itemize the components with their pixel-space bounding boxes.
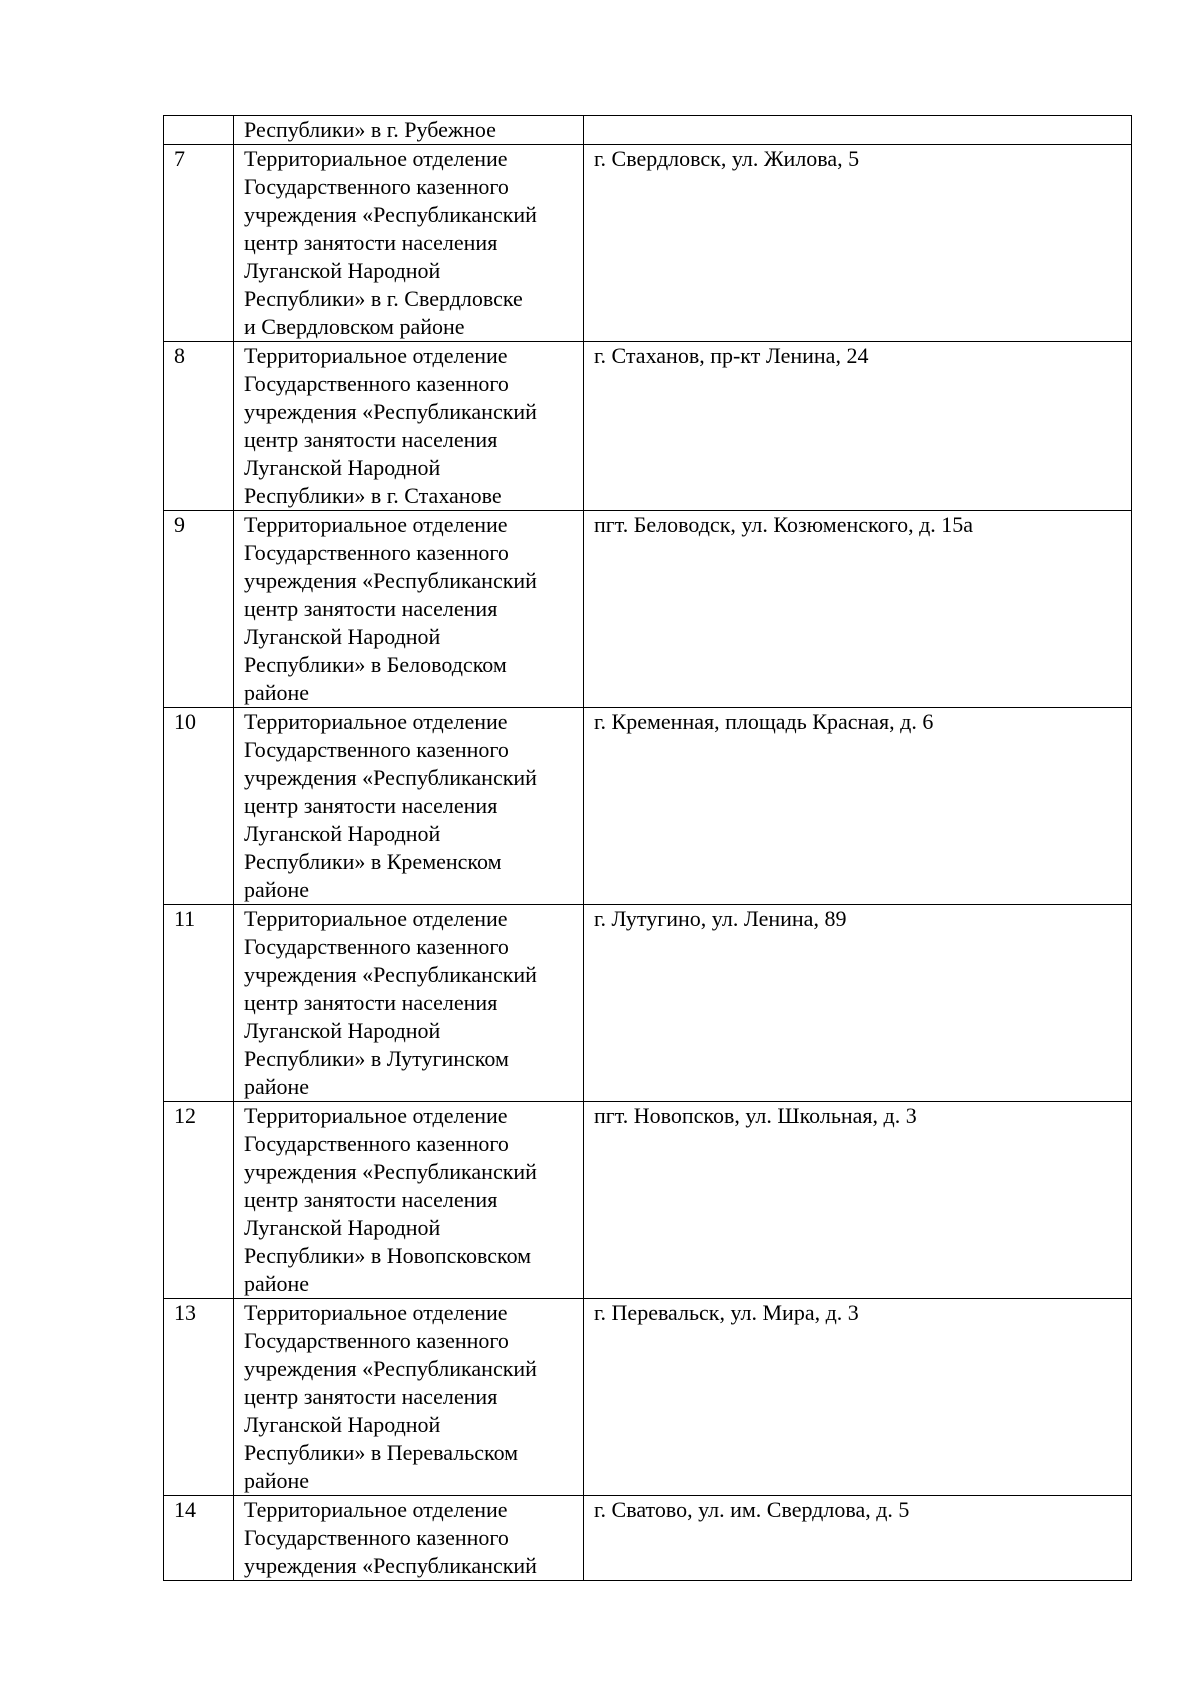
row-number: 14 bbox=[174, 1497, 196, 1522]
office-name: Территориальное отделение Государственного казенного учреждения «Республиканский центр занятости населения Луганской Народной Республики» в Кременском районе bbox=[244, 709, 537, 902]
office-address: г. Перевальск, ул. Мира, д. 3 bbox=[594, 1300, 859, 1325]
row-number: 13 bbox=[174, 1300, 196, 1325]
row-number-cell bbox=[164, 342, 234, 511]
row-number: 10 bbox=[174, 709, 196, 734]
office-address-cell bbox=[584, 708, 1132, 905]
office-address-cell bbox=[584, 1102, 1132, 1299]
office-name: Территориальное отделение Государственного казенного учреждения «Республиканский центр занятости населения Луганской Народной Республики» в г. Свердловске и Свердловском районе bbox=[244, 146, 537, 339]
row-number-cell bbox=[164, 145, 234, 342]
office-address-cell bbox=[584, 511, 1132, 708]
row-number: 8 bbox=[174, 343, 185, 368]
table-row bbox=[164, 1496, 1132, 1581]
table-row bbox=[164, 342, 1132, 511]
office-address-cell bbox=[584, 116, 1132, 145]
office-name: Территориальное отделение Государственного казенного учреждения «Республиканский bbox=[244, 1497, 537, 1578]
table-row bbox=[164, 708, 1132, 905]
table-row bbox=[164, 511, 1132, 708]
row-number-cell bbox=[164, 905, 234, 1102]
office-name-cell bbox=[234, 116, 584, 145]
row-number: 11 bbox=[174, 906, 196, 931]
office-name-cell bbox=[234, 708, 584, 905]
office-name-cell bbox=[234, 905, 584, 1102]
employment-centers-table bbox=[163, 115, 1132, 1581]
row-number-cell bbox=[164, 1299, 234, 1496]
office-address: г. Стаханов, пр-кт Ленина, 24 bbox=[594, 343, 869, 368]
row-number-cell bbox=[164, 708, 234, 905]
office-address: г. Кременная, площадь Красная, д. 6 bbox=[594, 709, 934, 734]
table-row bbox=[164, 905, 1132, 1102]
office-name-cell bbox=[234, 145, 584, 342]
row-number-cell bbox=[164, 511, 234, 708]
office-name-cell bbox=[234, 1299, 584, 1496]
table-row bbox=[164, 1102, 1132, 1299]
office-address-cell bbox=[584, 342, 1132, 511]
office-name-cell bbox=[234, 511, 584, 708]
office-name: Территориальное отделение Государственного казенного учреждения «Республиканский центр занятости населения Луганской Народной Республики» в Новопсковском районе bbox=[244, 1103, 537, 1296]
office-address: г. Лутугино, ул. Ленина, 89 bbox=[594, 906, 847, 931]
office-name: Территориальное отделение Государственного казенного учреждения «Республиканский центр занятости населения Луганской Народной Республики» в г. Стаханове bbox=[244, 343, 537, 508]
office-address: пгт. Новопсков, ул. Школьная, д. 3 bbox=[594, 1103, 917, 1128]
office-name: Республики» в г. Рубежное bbox=[244, 117, 496, 142]
row-number: 12 bbox=[174, 1103, 196, 1128]
row-number: 9 bbox=[174, 512, 185, 537]
office-address: г. Свердловск, ул. Жилова, 5 bbox=[594, 146, 860, 171]
office-name: Территориальное отделение Государственного казенного учреждения «Республиканский центр занятости населения Луганской Народной Республики» в Перевальском районе bbox=[244, 1300, 537, 1493]
office-name-cell bbox=[234, 1496, 584, 1581]
office-name-cell bbox=[234, 1102, 584, 1299]
office-name: Территориальное отделение Государственного казенного учреждения «Республиканский центр занятости населения Луганской Народной Республики» в Лутугинском районе bbox=[244, 906, 537, 1099]
table-row bbox=[164, 1299, 1132, 1496]
office-address-cell bbox=[584, 1299, 1132, 1496]
office-name-cell bbox=[234, 342, 584, 511]
row-number-cell bbox=[164, 1496, 234, 1581]
row-number-cell bbox=[164, 116, 234, 145]
row-number-cell bbox=[164, 1102, 234, 1299]
table-row bbox=[164, 116, 1132, 145]
office-name: Территориальное отделение Государственного казенного учреждения «Республиканский центр занятости населения Луганской Народной Республики» в Беловодском районе bbox=[244, 512, 537, 705]
row-number: 7 bbox=[174, 146, 185, 171]
office-address: пгт. Беловодск, ул. Козюменского, д. 15а bbox=[594, 512, 974, 537]
table-row bbox=[164, 145, 1132, 342]
office-address: г. Сватово, ул. им. Свердлова, д. 5 bbox=[594, 1497, 910, 1522]
office-address-cell bbox=[584, 1496, 1132, 1581]
office-address-cell bbox=[584, 145, 1132, 342]
office-address-cell bbox=[584, 905, 1132, 1102]
